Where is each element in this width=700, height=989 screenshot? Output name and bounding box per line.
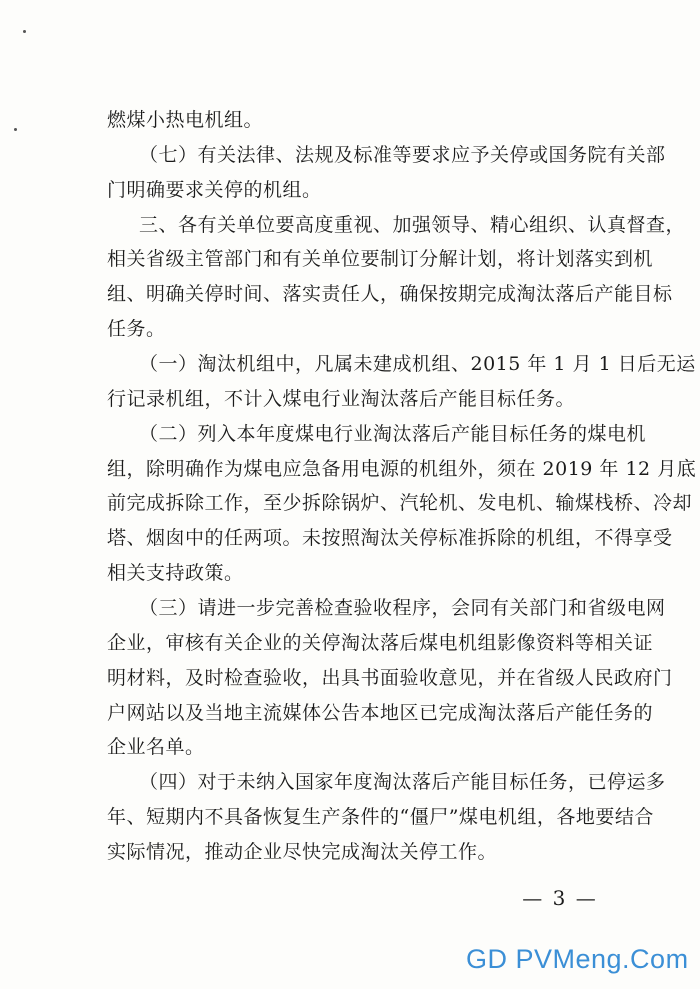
paragraph-line: 塔、烟囱中的任两项。未按照淘汰关停标准拆除的机组，不得享受 <box>107 527 673 550</box>
paragraph-line: 年、短期内不具备恢复生产条件的“僵尸”煤电机组，各地要结合 <box>107 806 654 829</box>
paragraph-line: （七）有关法律、法规及标准等要求应予关停或国务院有关部 <box>139 143 666 166</box>
paragraph-line: 前完成拆除工作，至少拆除锅炉、汽轮机、发电机、输煤栈桥、冷却 <box>107 492 693 515</box>
paragraph-line: 相关支持政策。 <box>107 562 244 585</box>
site-watermark: GD PVMeng.Com <box>466 944 689 974</box>
paragraph-line: 组、明确关停时间、落实责任人，确保按期完成淘汰落后产能目标 <box>107 283 673 306</box>
paragraph-line: 相关省级主管部门和有关单位要制订分解计划，将计划落实到机 <box>107 248 654 271</box>
scan-speck <box>14 128 17 131</box>
paragraph-line: 企业，审核有关企业的关停淘汰落后煤电机组影像资料等相关证 <box>107 631 654 654</box>
paragraph-line: （一）淘汰机组中，凡属未建成机组、2015 年 1 月 1 日后无运 <box>139 353 696 375</box>
paragraph-line: 门明确要求关停的机组。 <box>107 178 322 201</box>
paragraph-line: 组，除明确作为煤电应急备用电源的机组外，须在 2019 年 12 月底 <box>107 457 697 480</box>
paragraph-line: 企业名单。 <box>107 736 205 759</box>
paragraph-line: （三）请进一步完善检查验收程序，会同有关部门和省级电网 <box>139 597 666 619</box>
scan-speck <box>23 30 26 33</box>
paragraph-line: 实际情况，推动企业尽快完成淘汰关停工作。 <box>107 841 498 863</box>
paragraph-line: 燃煤小热电机组。 <box>107 109 264 131</box>
paragraph-line: （四）对于未纳入国家年度淘汰落后产能目标任务，已停运多 <box>139 771 666 794</box>
paragraph-line: 明材料，及时检查验收，出具书面验收意见，并在省级人民政府门 <box>107 666 673 689</box>
paragraph-line: 户网站以及当地主流媒体公告本地区已完成淘汰落后产能任务的 <box>107 701 654 724</box>
paragraph-line: 三、各有关单位要高度重视、加强领导、精心组织、认真督查， <box>139 213 686 236</box>
paragraph-line: 任务。 <box>107 318 166 341</box>
paragraph-line: （二）列入本年度煤电行业淘汰落后产能目标任务的煤电机 <box>139 422 647 445</box>
paragraph-line: 行记录机组，不计入煤电行业淘汰落后产能目标任务。 <box>107 387 576 410</box>
page-number: — 3 — <box>522 886 598 910</box>
